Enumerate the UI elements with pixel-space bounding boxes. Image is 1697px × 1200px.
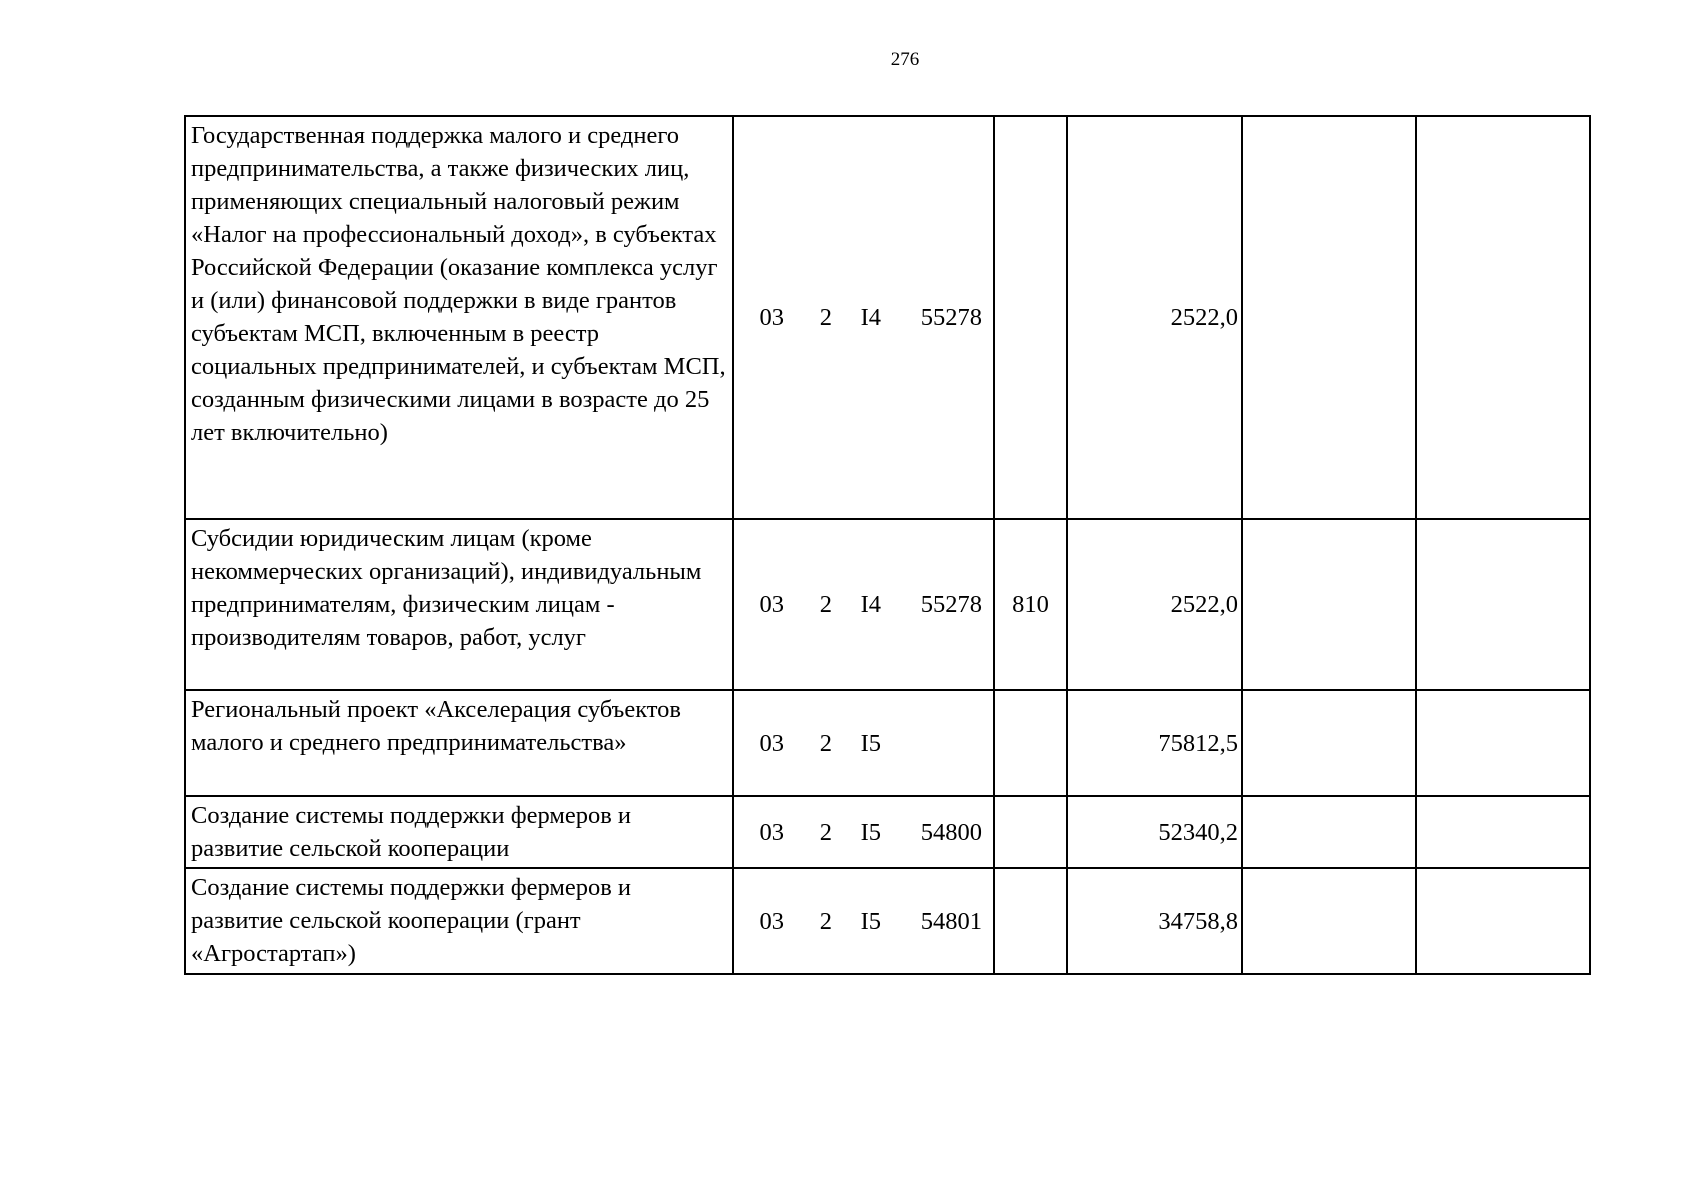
row-codes bbox=[733, 690, 994, 796]
row-name-text: Субсидии юридическим лицам (кроме некоммерческих организаций), индивидуальным предпринимателям, физическим лицам - производителям товаров, работ, услуг bbox=[191, 525, 702, 651]
row-name-text: Государственная поддержка малого и среднего предпринимательства, а также физических лиц, применяющих специальный налоговый режим «Налог на профессиональный доход», в субъектах Российской Федерации (оказание комплекса услуг и (или) финансовой поддержки в виде грантов субъектам МСП, включенным в реестр социальных предпринимателей, и субъектам МСП, созданным физическими лицами в возрасте до 25 лет включительно) bbox=[191, 122, 726, 446]
expense-type-code bbox=[994, 796, 1067, 868]
amount-col-3 bbox=[1416, 690, 1590, 796]
row-codes bbox=[733, 116, 994, 519]
section-code: 03 bbox=[759, 907, 784, 935]
row-codes bbox=[733, 796, 994, 868]
amount-col-2 bbox=[1242, 116, 1416, 519]
expense-type-code bbox=[994, 690, 1067, 796]
section-code: 03 bbox=[759, 818, 784, 846]
row-name-text: Создание системы поддержки фермеров и развитие сельской кооперации (грант «Агростартап») bbox=[191, 874, 632, 967]
amount-col-3 bbox=[1416, 116, 1590, 519]
program-code: 2 bbox=[819, 907, 832, 935]
row-codes bbox=[733, 519, 994, 690]
table-row bbox=[185, 116, 1590, 519]
expense-type-code bbox=[994, 868, 1067, 974]
direction-code: 55278 bbox=[920, 304, 982, 331]
amount-col-3 bbox=[1416, 796, 1590, 868]
row-name bbox=[185, 796, 733, 868]
table-row bbox=[185, 868, 1590, 974]
section-code: 03 bbox=[759, 729, 784, 757]
amount: 2522,0 bbox=[1067, 116, 1242, 519]
amount: 34758,8 bbox=[1067, 868, 1242, 974]
table-row bbox=[185, 519, 1590, 690]
program-code: 2 bbox=[819, 304, 832, 331]
amount-col-3 bbox=[1416, 519, 1590, 690]
row-name bbox=[185, 116, 733, 519]
amount-col-2 bbox=[1242, 868, 1416, 974]
program-code: 2 bbox=[819, 818, 832, 846]
row-name bbox=[185, 868, 733, 974]
budget-table bbox=[184, 115, 1591, 975]
project-code: I5 bbox=[860, 818, 881, 846]
program-code: 2 bbox=[819, 729, 832, 757]
row-name bbox=[185, 690, 733, 796]
project-code: I4 bbox=[860, 591, 881, 618]
direction-code: 54801 bbox=[920, 907, 982, 935]
direction-code: 55278 bbox=[920, 591, 982, 618]
section-code: 03 bbox=[759, 304, 784, 331]
row-name-text: Создание системы поддержки фермеров и развитие сельской кооперации bbox=[191, 802, 632, 862]
table-row bbox=[185, 690, 1590, 796]
program-code: 2 bbox=[819, 591, 832, 618]
expense-type-code bbox=[994, 116, 1067, 519]
expense-type-code: 810 bbox=[994, 519, 1067, 690]
row-codes bbox=[733, 868, 994, 974]
amount: 2522,0 bbox=[1067, 519, 1242, 690]
project-code: I5 bbox=[860, 907, 881, 935]
amount-col-2 bbox=[1242, 796, 1416, 868]
page-number: 276 bbox=[890, 49, 920, 70]
project-code: I5 bbox=[860, 729, 881, 757]
amount-col-3 bbox=[1416, 868, 1590, 974]
row-name-text: Региональный проект «Акселерация субъектов малого и среднего предпринимательства» bbox=[191, 696, 681, 756]
row-name bbox=[185, 519, 733, 690]
amount-col-2 bbox=[1242, 690, 1416, 796]
amount: 75812,5 bbox=[1067, 690, 1242, 796]
section-code: 03 bbox=[759, 591, 784, 618]
amount: 52340,2 bbox=[1067, 796, 1242, 868]
project-code: I4 bbox=[860, 304, 881, 331]
amount-col-2 bbox=[1242, 519, 1416, 690]
table-row bbox=[185, 796, 1590, 868]
direction-code: 54800 bbox=[920, 818, 982, 846]
